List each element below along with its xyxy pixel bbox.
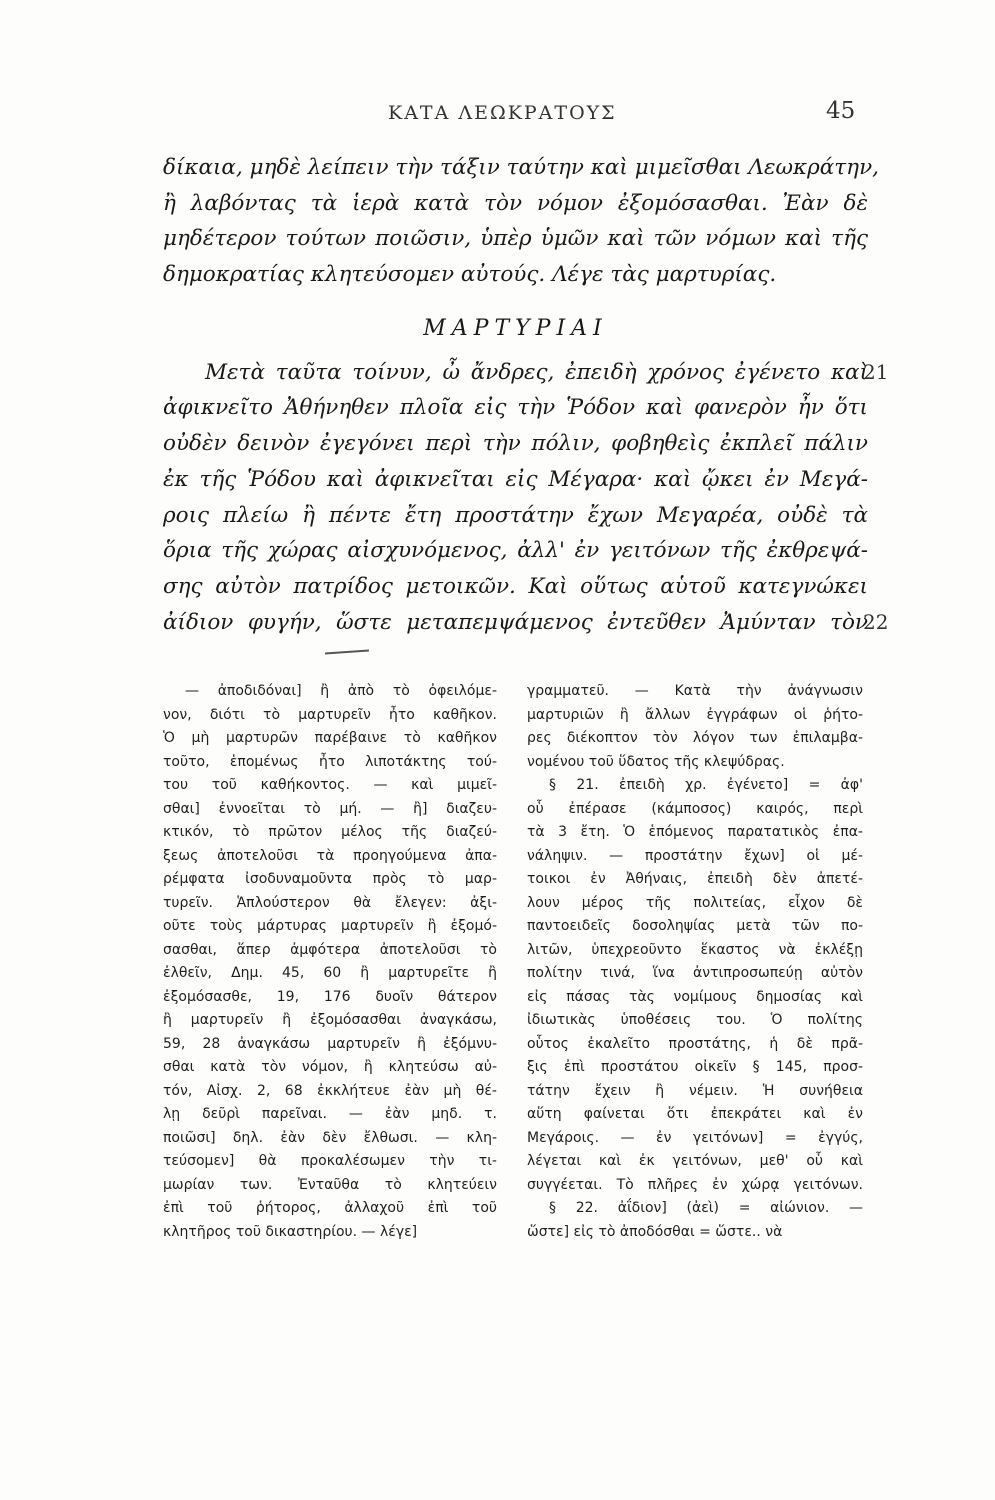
note-line: εἰς πάσας τὰς νομίμους δημοσίας καὶ bbox=[527, 988, 863, 1005]
note-line: 59, 28 ἀναγκάσω μαρτυρεῖν ἢ ἐξόμνυ- bbox=[163, 1035, 497, 1052]
main-text-line: ροις πλείω ἢ πέντε ἔτη προστάτην ἔχων Μεγαρέα, οὐδὲ τὰ bbox=[163, 502, 868, 528]
note-line: § 21. ἐπειδὴ χρ. ἐγένετο] = ἀφ' bbox=[549, 777, 863, 793]
note-line: μαρτυριῶν ἢ ἄλλων ἐγγράφων οἱ ῥήτο- bbox=[527, 706, 863, 723]
note-line: ξεως ἀποτελοῦσι τὰ προηγούμενα ἀπα- bbox=[163, 847, 497, 864]
page-number: 45 bbox=[826, 98, 856, 124]
note-line: νον, διότι τὸ μαρτυρεῖν ἦτο καθῆκον. bbox=[163, 706, 497, 723]
main-text bbox=[163, 150, 889, 640]
note-line: οῦτε τοὺς μάρτυρας μαρτυρεῖν ἢ ἐξομό- bbox=[163, 918, 497, 934]
note-line: τὰ 3 ἔτη. Ὁ ἑπόμενος παρατατικὸς ἐπα- bbox=[527, 824, 863, 840]
note-line: σασθαι, ἅπερ ἀμφότερα ἀποτελοῦσι τὸ bbox=[163, 941, 497, 958]
main-text-line-content: Μετὰ ταῦτα τοίνυν, ὦ ἄνδρες, ἐπειδὴ χρόνος ἐγένετο καὶ bbox=[205, 359, 868, 385]
note-line: οὗτος ἐκαλεῖτο προστάτης, ἡ δὲ πρᾶ- bbox=[527, 1035, 863, 1052]
note-line: § 22. ἀΐδιον] (ἀεὶ) = αἰώνιον. — bbox=[549, 1200, 863, 1216]
main-text-line: σης αὐτὸν πατρίδος μετοικῶν. Καὶ οὕτως αὑτοῦ κατεγνώκει bbox=[163, 573, 868, 599]
note-line: λιτῶν, ὑπεχρεοῦντο ἕκαστος νὰ ἐκλέξῃ bbox=[527, 941, 863, 958]
main-text-line: ἀφικνεῖτο Ἀθήνηθεν πλοῖα εἰς τὴν Ῥόδον καὶ φανερὸν ἦν ὅτι bbox=[163, 395, 868, 421]
note-line: ρέμφατα ἰσοδυναμοῦντα πρὸς τὸ μαρ- bbox=[163, 871, 497, 887]
note-line: ἢ μαρτυρεῖν ἢ ἐξομόσασθαι ἀναγκάσω, bbox=[163, 1012, 497, 1028]
note-line: νάληψιν. — προστάτην ἔχων] οἱ μέ- bbox=[527, 847, 863, 864]
note-line: γραμματεῦ. — Κατὰ τὴν ἀνάγνωσιν bbox=[527, 683, 863, 699]
note-line: νομένου τοῦ ὕδατος τῆς κλεψύδρας. bbox=[527, 753, 785, 770]
note-line: ἐλθεῖν, Δημ. 45, 60 ἢ μαρτυρεῖτε ἢ bbox=[163, 965, 497, 981]
running-title: ΚΑΤΑ ΛΕΩΚΡΑΤΟΥΣ bbox=[388, 102, 617, 124]
text-notes-divider bbox=[325, 649, 369, 654]
note-line: ἐξομόσασθε, 19, 176 δυοῖν θάτερον bbox=[163, 988, 497, 1005]
main-text-line: οὐδὲν δεινὸν ἐγεγόνει περὶ τὴν πόλιν, φοβηθεὶς ἐκπλεῖ πάλιν bbox=[163, 431, 868, 457]
note-line: σθαι κατὰ τὸν νόμον, ἢ κλητεύσω αὐ- bbox=[163, 1059, 497, 1075]
note-line: παντοειδεῖς δοσοληψίας μετὰ τῶν πο- bbox=[527, 918, 863, 934]
notes-right-column bbox=[527, 680, 863, 1244]
main-text-line: ἐκ τῆς Ῥόδου καὶ ἀφικνεῖται εἰς Μέγαρα· καὶ ᾤκει ἐν Μεγά- bbox=[163, 466, 868, 492]
note-line: ποιῶσι] δηλ. ἐὰν δὲν ἔλθωσι. — κλη- bbox=[163, 1129, 497, 1146]
note-line: Μεγάροις. — ἐν γειτόνων] = ἐγγύς, bbox=[527, 1129, 863, 1146]
main-text-line: μηδέτερον τούτων ποιῶσιν, ὑπὲρ ὑμῶν καὶ τῶν νόμων καὶ τῆς bbox=[163, 226, 868, 252]
note-line: τοῦτο, ἑπομένως ἦτο λιποτάκτης τού- bbox=[163, 753, 497, 770]
note-line: σθαι] ἐννοεῖται τὸ μή. — ἢ] διαζευ- bbox=[163, 800, 497, 817]
margin-section-number: 21 bbox=[863, 359, 889, 384]
note-line: ὥστε] εἰς τὸ ἀποδόσθαι = ὥστε.. νὰ bbox=[527, 1223, 783, 1240]
note-line: τάτην ἔχειν ἢ νέμειν. Ἡ συνήθεια bbox=[527, 1082, 863, 1099]
main-text-line: ἢ λαβόντας τὰ ἱερὰ κατὰ τὸν νόμον ἐξομόσασθαι. Ἐὰν δὲ bbox=[163, 190, 868, 216]
note-line: οὗ ἐπέρασε (κάμποσος) καιρός, περὶ bbox=[527, 800, 863, 817]
notes-left-column bbox=[163, 680, 497, 1244]
note-line: κλητῆρος τοῦ δικαστηρίου. — λέγε] bbox=[163, 1223, 418, 1240]
main-text-line: ὅρια τῆς χώρας αἰσχυνόμενος, ἀλλ' ἐν γειτόνων τῆς ἐκθρεψά- bbox=[163, 538, 868, 564]
main-text-line bbox=[163, 355, 889, 391]
note-line: μωρίαν των. Ἐνταῦθα τὸ κλητεύειν bbox=[163, 1176, 497, 1193]
note-line: ρες διέκοπτον τὸν λόγον των ἐπιλαμβα- bbox=[527, 730, 863, 746]
note-line: λέγεται καὶ ἐκ γειτόνων, μεθ' οὗ καὶ bbox=[527, 1153, 863, 1169]
note-line: συγγέεται. Τὸ πλῆρες ἐν χώρᾳ γειτόνων. bbox=[527, 1176, 863, 1193]
note-line: τυρεῖν. Ἁπλούστερον θὰ ἔλεγεν: ἀξι- bbox=[163, 894, 497, 911]
note-line: ξις ἐπὶ προστάτου οἰκεῖν § 145, προσ- bbox=[527, 1059, 863, 1075]
note-line: κτικόν, τὸ πρῶτον μέλος τῆς διαζεύ- bbox=[163, 824, 497, 840]
note-line: ἐπὶ τοῦ ῥήτορος, ἀλλαχοῦ ἐπὶ τοῦ bbox=[163, 1200, 497, 1216]
main-text-line-content: ἀίδιον φυγήν, ὥστε μεταπεμψάμενος ἐντεῦθεν Ἀμύνταν τὸν bbox=[163, 609, 868, 635]
note-line: αὕτη φαίνεται ὅτι ἐπεκράτει καὶ ἐν bbox=[527, 1106, 863, 1122]
note-line: τοικοι ἐν Ἀθήναις, ἐπειδὴ δὲν ἀπετέ- bbox=[527, 871, 863, 887]
note-line: πολίτην τινά, ἵνα ἀντιπροσωπεύῃ αὐτὸν bbox=[527, 965, 863, 981]
section-heading: ΜΑΡΤΥΡΙΑΙ bbox=[423, 315, 608, 341]
main-text-line bbox=[163, 605, 889, 641]
main-text-line: δημοκρατίας κλητεύσομεν αὐτούς. Λέγε τὰς μαρτυρίας. bbox=[163, 262, 777, 288]
main-text-line: δίκαια, μηδὲ λείπειν τὴν τάξιν ταύτην καὶ μιμεῖσθαι Λεωκράτην, bbox=[163, 155, 879, 180]
note-line: λουν μέρος τῆς πολιτείας, εἶχον δὲ bbox=[527, 894, 863, 911]
note-line: του τοῦ καθήκοντος. — καὶ μιμεῖ- bbox=[163, 777, 497, 793]
note-line: τεύσομεν] θὰ προκαλέσωμεν τὴν τι- bbox=[163, 1153, 497, 1169]
margin-section-number: 22 bbox=[863, 609, 889, 634]
note-line: — ἀποδιδόναι] ἢ ἀπὸ τὸ ὀφειλόμε- bbox=[185, 683, 497, 699]
note-line: λῃ δεῦρὶ παρεῖναι. — ἐὰν μηδ. τ. bbox=[163, 1106, 497, 1122]
note-line: ἰδιωτικὰς ὑποθέσεις του. Ὁ πολίτης bbox=[527, 1012, 863, 1028]
note-line: τόν, Αἰσχ. 2, 68 ἐκκλήτευε ἐὰν μὴ θέ- bbox=[163, 1082, 497, 1099]
note-line: Ὁ μὴ μαρτυρῶν παρέβαινε τὸ καθῆκον bbox=[163, 730, 497, 746]
